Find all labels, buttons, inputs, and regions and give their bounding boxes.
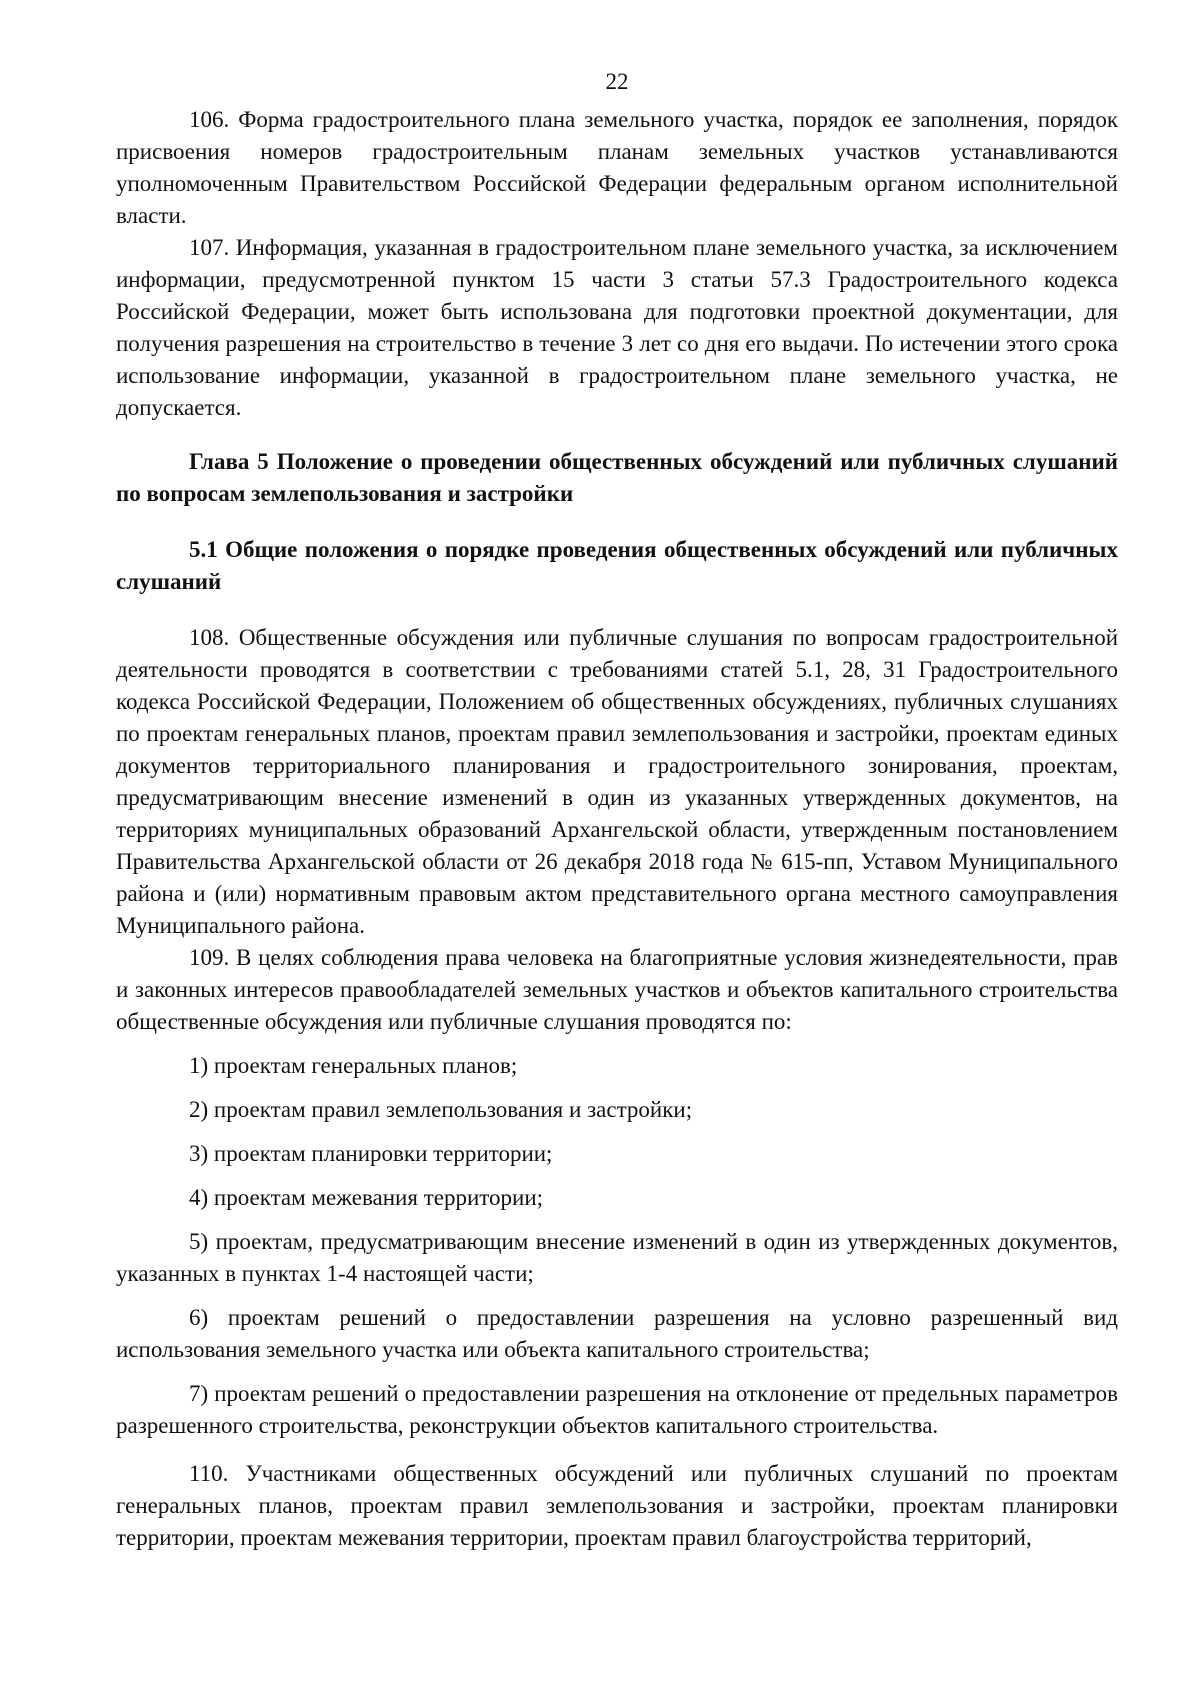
paragraph-110: 110. Участниками общественных обсуждений или публичных слушаний по проектам генеральных планов, проектам правил землепользования и застройки, проектам планировки территории, проектам межевания территории, проектам правил благоустройства территорий, xyxy=(116,1461,1118,1550)
list-item: 2) проектам правил землепользования и застройки; xyxy=(189,1097,693,1122)
paragraph-108: 108. Общественные обсуждения или публичные слушания по вопросам градостроительной деятельности проводятся в соответствии с требованиями статей 5.1, 28, 31 Градостроительного кодекса Российской Федерации, Положением об общественных обсуждениях, публичных слушаниях по проектам генеральных планов, проектам правил землепользования и застройки, проектам единых документов территориального планирования и градостроительного зонирования, проектам, предусматривающим внесение изменений в один из указанных утвержденных документов, на территориях муниципальных образований Архангельской области, утвержденным постановлением Правительства Архангельской области от 26 декабря 2018 года № 615-пп, Уставом Муниципального района и (или) нормативным правовым актом представительного органа местного самоуправления Муниципального района. xyxy=(116,625,1118,938)
list-item: 6) проектам решений о предоставлении разрешения на условно разрешенный вид использования земельного участка или объекта капитального строительства; xyxy=(116,1305,1118,1362)
list-item: 3) проектам планировки территории; xyxy=(189,1141,553,1166)
list-item: 1) проектам генеральных планов; xyxy=(189,1053,518,1078)
paragraph-109: 109. В целях соблюдения права человека на благоприятные условия жизнедеятельности, прав и законных интересов правообладателей земельных участков и объектов капитального строительства общественные обсуждения или публичные слушания проводятся по: xyxy=(116,945,1118,1034)
section-heading: 5.1 Общие положения о порядке проведения общественных обсуждений или публичных слушаний xyxy=(116,537,1118,594)
paragraph-107: 107. Информация, указанная в градостроительном плане земельного участка, за исключением информации, предусмотренной пунктом 15 части 3 статьи 57.3 Градостроительного кодекса Российской Федерации, может быть использована для подготовки проектной документации, для получения разрешения на строительство в течение 3 лет со дня его выдачи. По истечении этого срока использование информации, указанной в градостроительном плане земельного участка, не допускается. xyxy=(116,235,1118,420)
list-item: 7) проектам решений о предоставлении разрешения на отклонение от предельных параметров разрешенного строительства, реконструкции объектов капитального строительства. xyxy=(116,1381,1118,1438)
chapter-heading: Глава 5 Положение о проведении общественных обсуждений или публичных слушаний по вопросам землепользования и застройки xyxy=(116,449,1118,506)
document-page xyxy=(116,66,1118,1554)
page-number: 22 xyxy=(605,69,629,94)
list-item: 5) проектам, предусматривающим внесение изменений в один из утвержденных документов, указанных в пунктах 1-4 настоящей части; xyxy=(116,1229,1118,1286)
paragraph-106: 106. Форма градостроительного плана земельного участка, порядок ее заполнения, порядок присвоения номеров градостроительным планам земельных участков устанавливаются уполномоченным Правительством Российской Федерации федеральным органом исполнительной власти. xyxy=(116,107,1118,228)
list-item: 4) проектам межевания территории; xyxy=(189,1185,544,1210)
